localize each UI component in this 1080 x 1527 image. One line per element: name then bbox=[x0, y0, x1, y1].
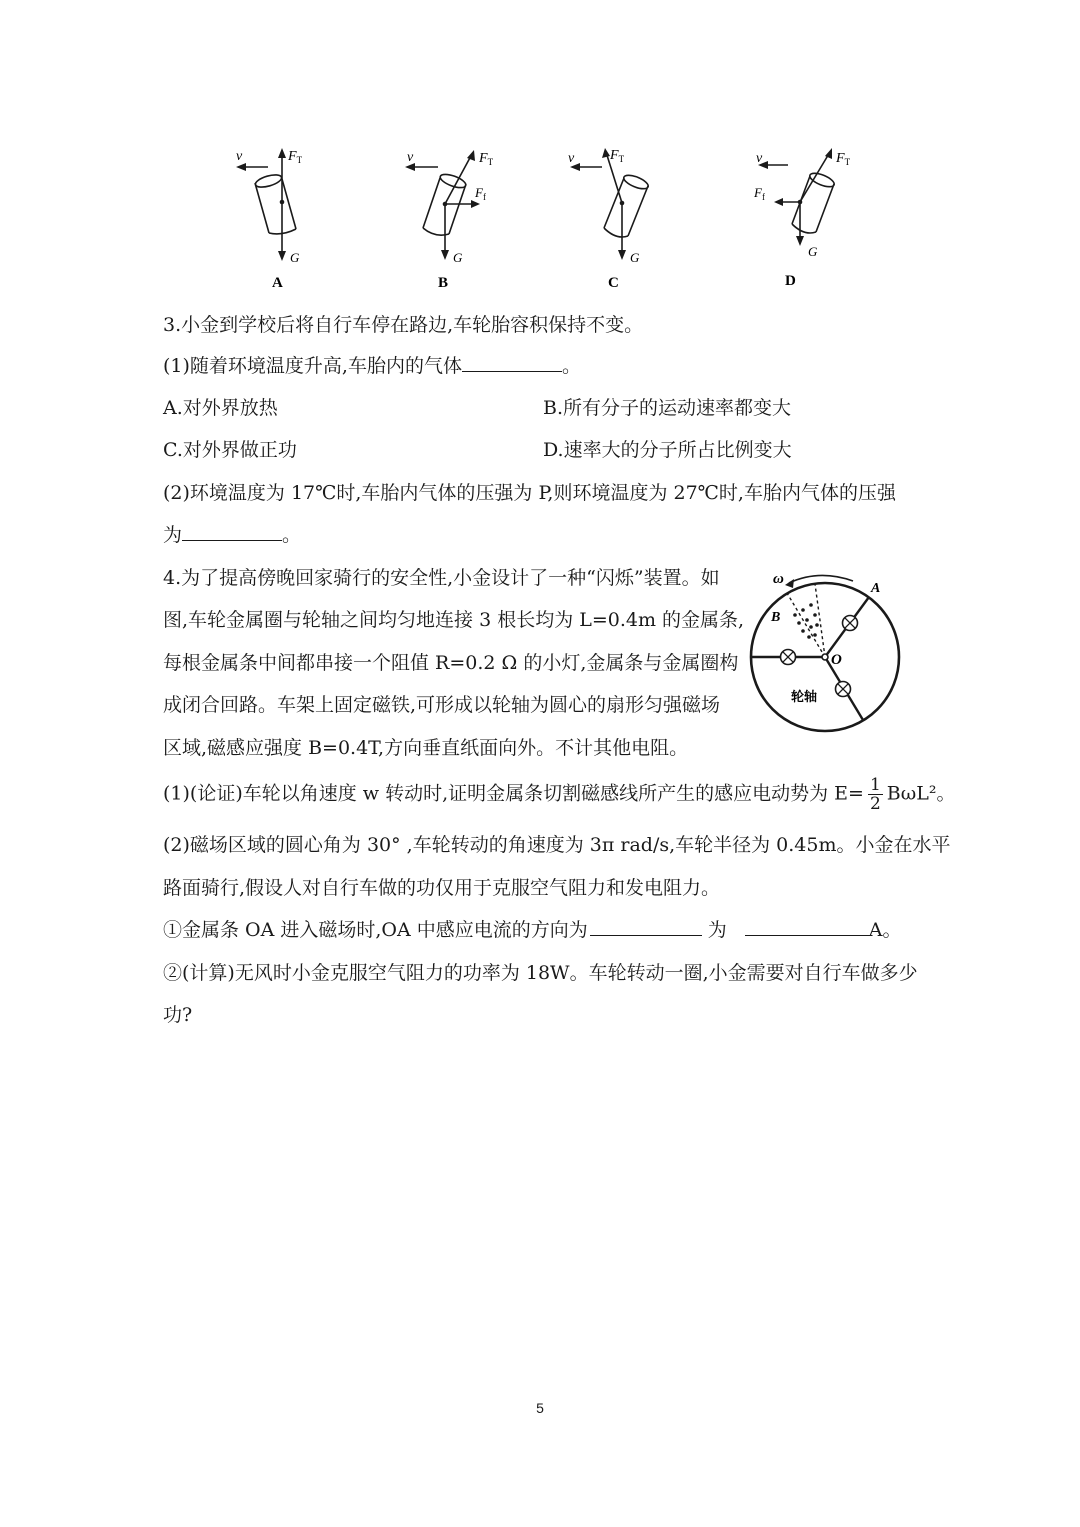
answer-blank bbox=[590, 917, 702, 936]
tension-label: $F_T$ bbox=[288, 149, 303, 165]
q4-part1-text: (1)(论证)车轮以角速度 w 转动时,证明金属条切割磁感线所产生的感应电动势为 E= bbox=[163, 782, 864, 805]
point-b-label: B bbox=[771, 610, 781, 625]
velocity-label: v bbox=[756, 151, 763, 166]
option-label: B bbox=[438, 275, 449, 290]
fraction-one-half: $\frac{1}{2}$ bbox=[869, 775, 881, 814]
tension-label: $F_T$ bbox=[836, 151, 851, 167]
q4-stem-line: 区域,磁感应强度 B=0.4T,方向垂直纸面向外。不计其他电阻。 bbox=[163, 737, 689, 759]
gravity-label: G bbox=[290, 250, 300, 265]
option-label: A bbox=[272, 275, 283, 290]
option-label: D bbox=[785, 273, 796, 289]
page-number: 5 bbox=[536, 1400, 544, 1416]
q4-sub1: ①金属条 OA 进入磁场时,OA 中感应电流的方向为 为 A。 bbox=[163, 919, 902, 941]
point-a-label: A bbox=[871, 581, 881, 596]
q3-part1-text: (1)随着环境温度升高,车胎内的气体 bbox=[163, 355, 462, 377]
q4-part2-line1: (2)磁场区域的圆心角为 30° ,车轮转动的角速度为 3π rad/s,车轮半径为 0.45m。小金在水平 bbox=[163, 834, 951, 856]
gravity-label: G bbox=[808, 244, 818, 259]
force-diagram-b bbox=[395, 140, 505, 290]
velocity-label: v bbox=[236, 149, 243, 164]
q3-option-a: A.对外界放热 bbox=[163, 397, 278, 419]
wheel-diagram bbox=[745, 565, 915, 744]
gravity-label: G bbox=[453, 250, 463, 265]
q3-part2-line1: (2)环境温度为 17℃时,车胎内气体的压强为 P,则环境温度为 27℃时,车胎内气体的压强 bbox=[163, 482, 896, 504]
q3-part2-line2: 为 。 bbox=[163, 524, 302, 546]
q4-stem-line: 成闭合回路。车架上固定磁铁,可形成以轮轴为圆心的扇形匀强磁场 bbox=[163, 694, 721, 716]
force-diagram-d bbox=[748, 140, 868, 290]
force-diagram-a bbox=[222, 140, 322, 290]
q4-sub2-line1: ②(计算)无风时小金克服空气阻力的功率为 18W。车轮转动一圈,小金需要对自行车做多少 bbox=[163, 962, 918, 984]
force-diagram-c bbox=[560, 140, 670, 290]
q4-part1: (1)(论证)车轮以角速度 w 转动时,证明金属条切割磁感线所产生的感应电动势为 E= $\frac{1}{2}$ BωL²。 bbox=[163, 775, 956, 814]
answer-blank bbox=[462, 353, 562, 372]
omega-label: ω bbox=[773, 571, 784, 587]
q3-part1: (1)随着环境温度升高,车胎内的气体 。 bbox=[163, 355, 581, 377]
q4-sub2-line2: 功? bbox=[163, 1004, 193, 1026]
q4-part2-line2: 路面骑行,假设人对自行车做的功仅用于克服空气阻力和发电阻力。 bbox=[163, 877, 721, 899]
gravity-label: G bbox=[630, 250, 640, 265]
answer-blank bbox=[182, 522, 282, 541]
point-o-label: O bbox=[831, 652, 842, 668]
tension-label: $F_T$ bbox=[610, 148, 625, 164]
friction-label: $F_f$ bbox=[754, 185, 765, 202]
velocity-label: v bbox=[407, 150, 414, 165]
tension-label: $F_T$ bbox=[479, 151, 494, 167]
q3-option-b: B.所有分子的运动速率都变大 bbox=[543, 397, 792, 419]
q4-stem-line: 每根金属条中间都串接一个阻值 R=0.2 Ω 的小灯,金属条与金属圈构 bbox=[163, 652, 739, 674]
q4-stem-line: 4.为了提高傍晚回家骑行的安全性,小金设计了一种“闪烁”装置。如 bbox=[163, 567, 720, 589]
q3-stem: 3.小金到学校后将自行车停在路边,车轮胎容积保持不变。 bbox=[163, 314, 644, 336]
q3-option-d: D.速率大的分子所占比例变大 bbox=[543, 439, 792, 461]
friction-label: $F_f$ bbox=[475, 185, 486, 202]
q3-option-c: C.对外界做正功 bbox=[163, 439, 297, 461]
q4-stem-line: 图,车轮金属圈与轮轴之间均匀地连接 3 根长均为 L=0.4m 的金属条, bbox=[163, 609, 745, 631]
answer-blank bbox=[745, 917, 869, 936]
option-label: C bbox=[608, 275, 619, 290]
axle-label: 轮轴 bbox=[791, 690, 818, 705]
velocity-label: v bbox=[568, 151, 575, 166]
